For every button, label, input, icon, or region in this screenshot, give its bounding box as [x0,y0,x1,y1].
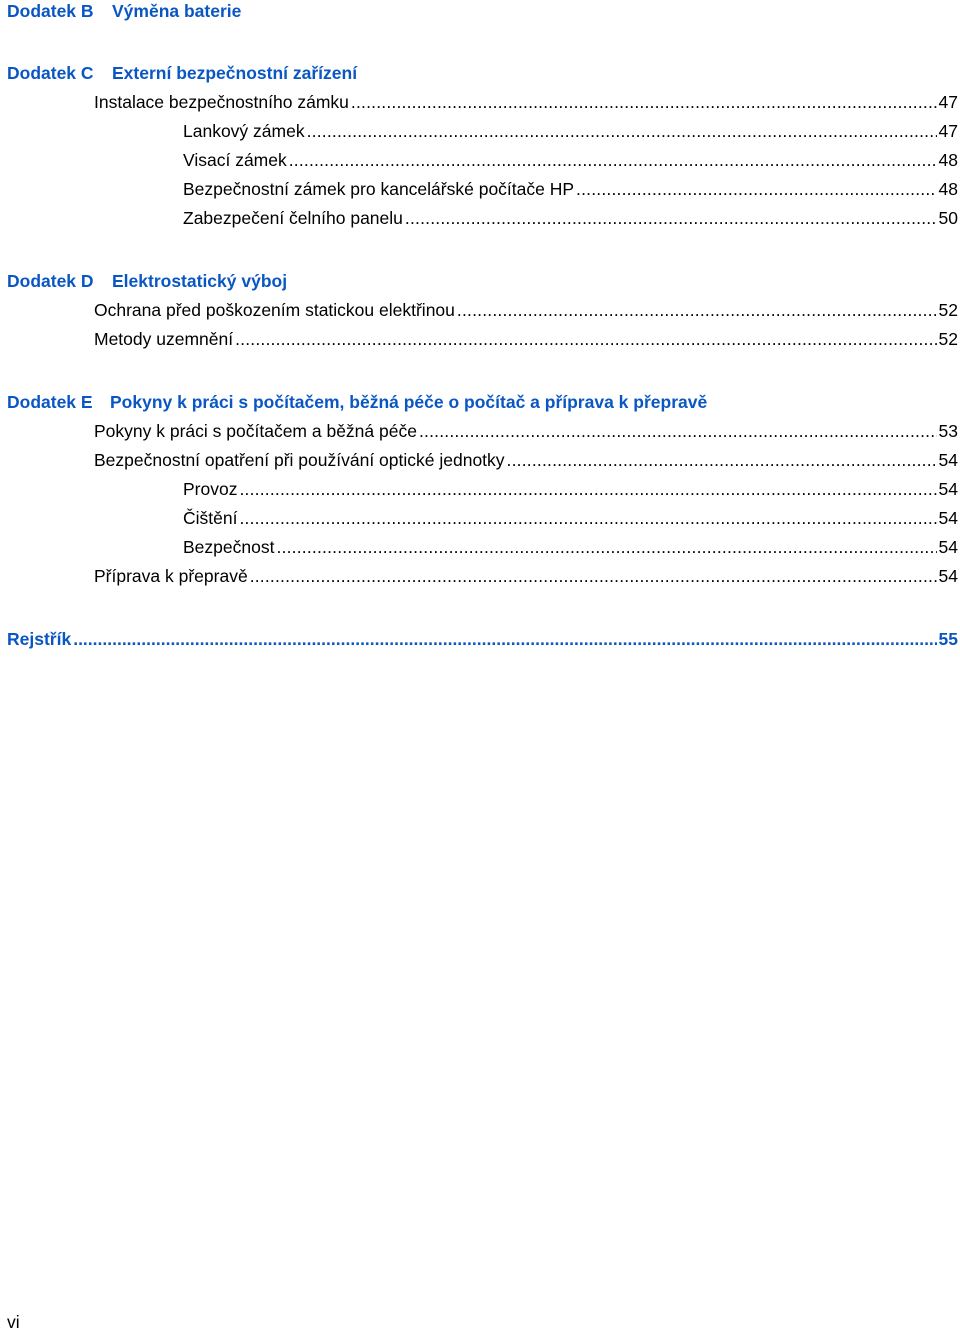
toc-entry-page: 48 [938,179,958,199]
toc-entry-label: Příprava k přepravě [94,566,248,586]
toc-entry-page: 54 [938,479,958,499]
toc-entry-label: Čištění [183,508,238,528]
toc-entry-page: 50 [938,208,958,228]
dot-leader [289,149,937,171]
dot-leader [239,507,936,529]
dot-leader [73,628,936,650]
appendix-title: Elektrostatický výboj [112,271,288,291]
dot-leader [235,328,936,350]
toc-entry-page: 55 [938,629,958,649]
toc-entry-cisteni[interactable] [183,507,958,529]
toc-entry-provoz[interactable] [183,478,958,500]
toc-entry-bezpecnost[interactable] [183,536,958,558]
toc-entry-priprava-preprave[interactable] [94,565,958,587]
appendix-e-heading[interactable] [7,391,767,413]
appendix-title: Externí bezpečnostní zařízení [112,63,358,83]
toc-entry-metody-uzemneni[interactable] [94,328,958,350]
toc-entry-ochrana-staticka[interactable] [94,299,958,321]
toc-entry-page: 54 [938,450,958,470]
toc-entry-bezpecnostni-zamek-hp[interactable] [183,178,958,200]
toc-entry-label: Instalace bezpečnostního zámku [94,92,349,112]
toc-entry-visaci-zamek[interactable] [183,149,958,171]
toc-entry-lankovy-zamek[interactable] [183,120,958,142]
toc-entry-label: Zabezpečení čelního panelu [183,208,403,228]
toc-entry-label: Lankový zámek [183,121,305,141]
toc-entry-page: 54 [938,537,958,557]
toc-entry-rejstrik[interactable] [7,628,958,650]
toc-entry-page: 47 [938,121,958,141]
toc-entry-page: 52 [938,300,958,320]
toc-entry-label: Pokyny k práci s počítačem a běžná péče [94,421,417,441]
toc-entry-label: Visací zámek [183,150,287,170]
toc-entry-page: 54 [938,566,958,586]
toc-entry-page: 52 [938,329,958,349]
toc-entry-label: Metody uzemnění [94,329,234,349]
dot-leader [457,299,937,321]
dot-leader [250,565,937,587]
toc-entry-page: 47 [938,92,958,112]
dot-leader [276,536,936,558]
toc-entry-label: Ochrana před poškozením statickou elektřinou [94,300,455,320]
toc-entry-label: Provoz [183,479,238,499]
appendix-id: Dodatek D [7,271,94,291]
page-number: vi [7,1312,20,1332]
toc-entry-page: 48 [938,150,958,170]
toc-entry-opticka-jednotka[interactable] [94,449,958,471]
dot-leader [576,178,936,200]
toc-entry-label: Bezpečnost [183,537,275,557]
dot-leader [507,449,937,471]
appendix-title: Pokyny k práci s počítačem, běžná péče o počítač a příprava k přepravě [110,392,708,412]
dot-leader [307,120,937,142]
appendix-id: Dodatek E [7,392,93,412]
appendix-title: Výměna baterie [112,1,242,21]
appendix-id: Dodatek C [7,63,94,83]
toc-entry-instalace-zamku[interactable] [94,91,958,113]
dot-leader [351,91,937,113]
toc-entry-page: 53 [938,421,958,441]
toc-entry-page: 54 [938,508,958,528]
toc-entry-label: Bezpečnostní opatření při používání optické jednotky [94,450,505,470]
appendix-id: Dodatek B [7,1,94,21]
appendix-d-heading[interactable] [7,270,767,292]
toc-entry-label: Rejstřík [7,629,72,649]
toc-entry-zabezpeceni-panelu[interactable] [183,207,958,229]
dot-leader [405,207,937,229]
toc-entry-pokyny-pece[interactable] [94,420,958,442]
toc-entry-label: Bezpečnostní zámek pro kancelářské počítače HP [183,179,575,199]
appendix-b-heading[interactable] [7,0,767,22]
dot-leader [239,478,936,500]
dot-leader [419,420,937,442]
appendix-c-heading[interactable] [7,62,767,84]
